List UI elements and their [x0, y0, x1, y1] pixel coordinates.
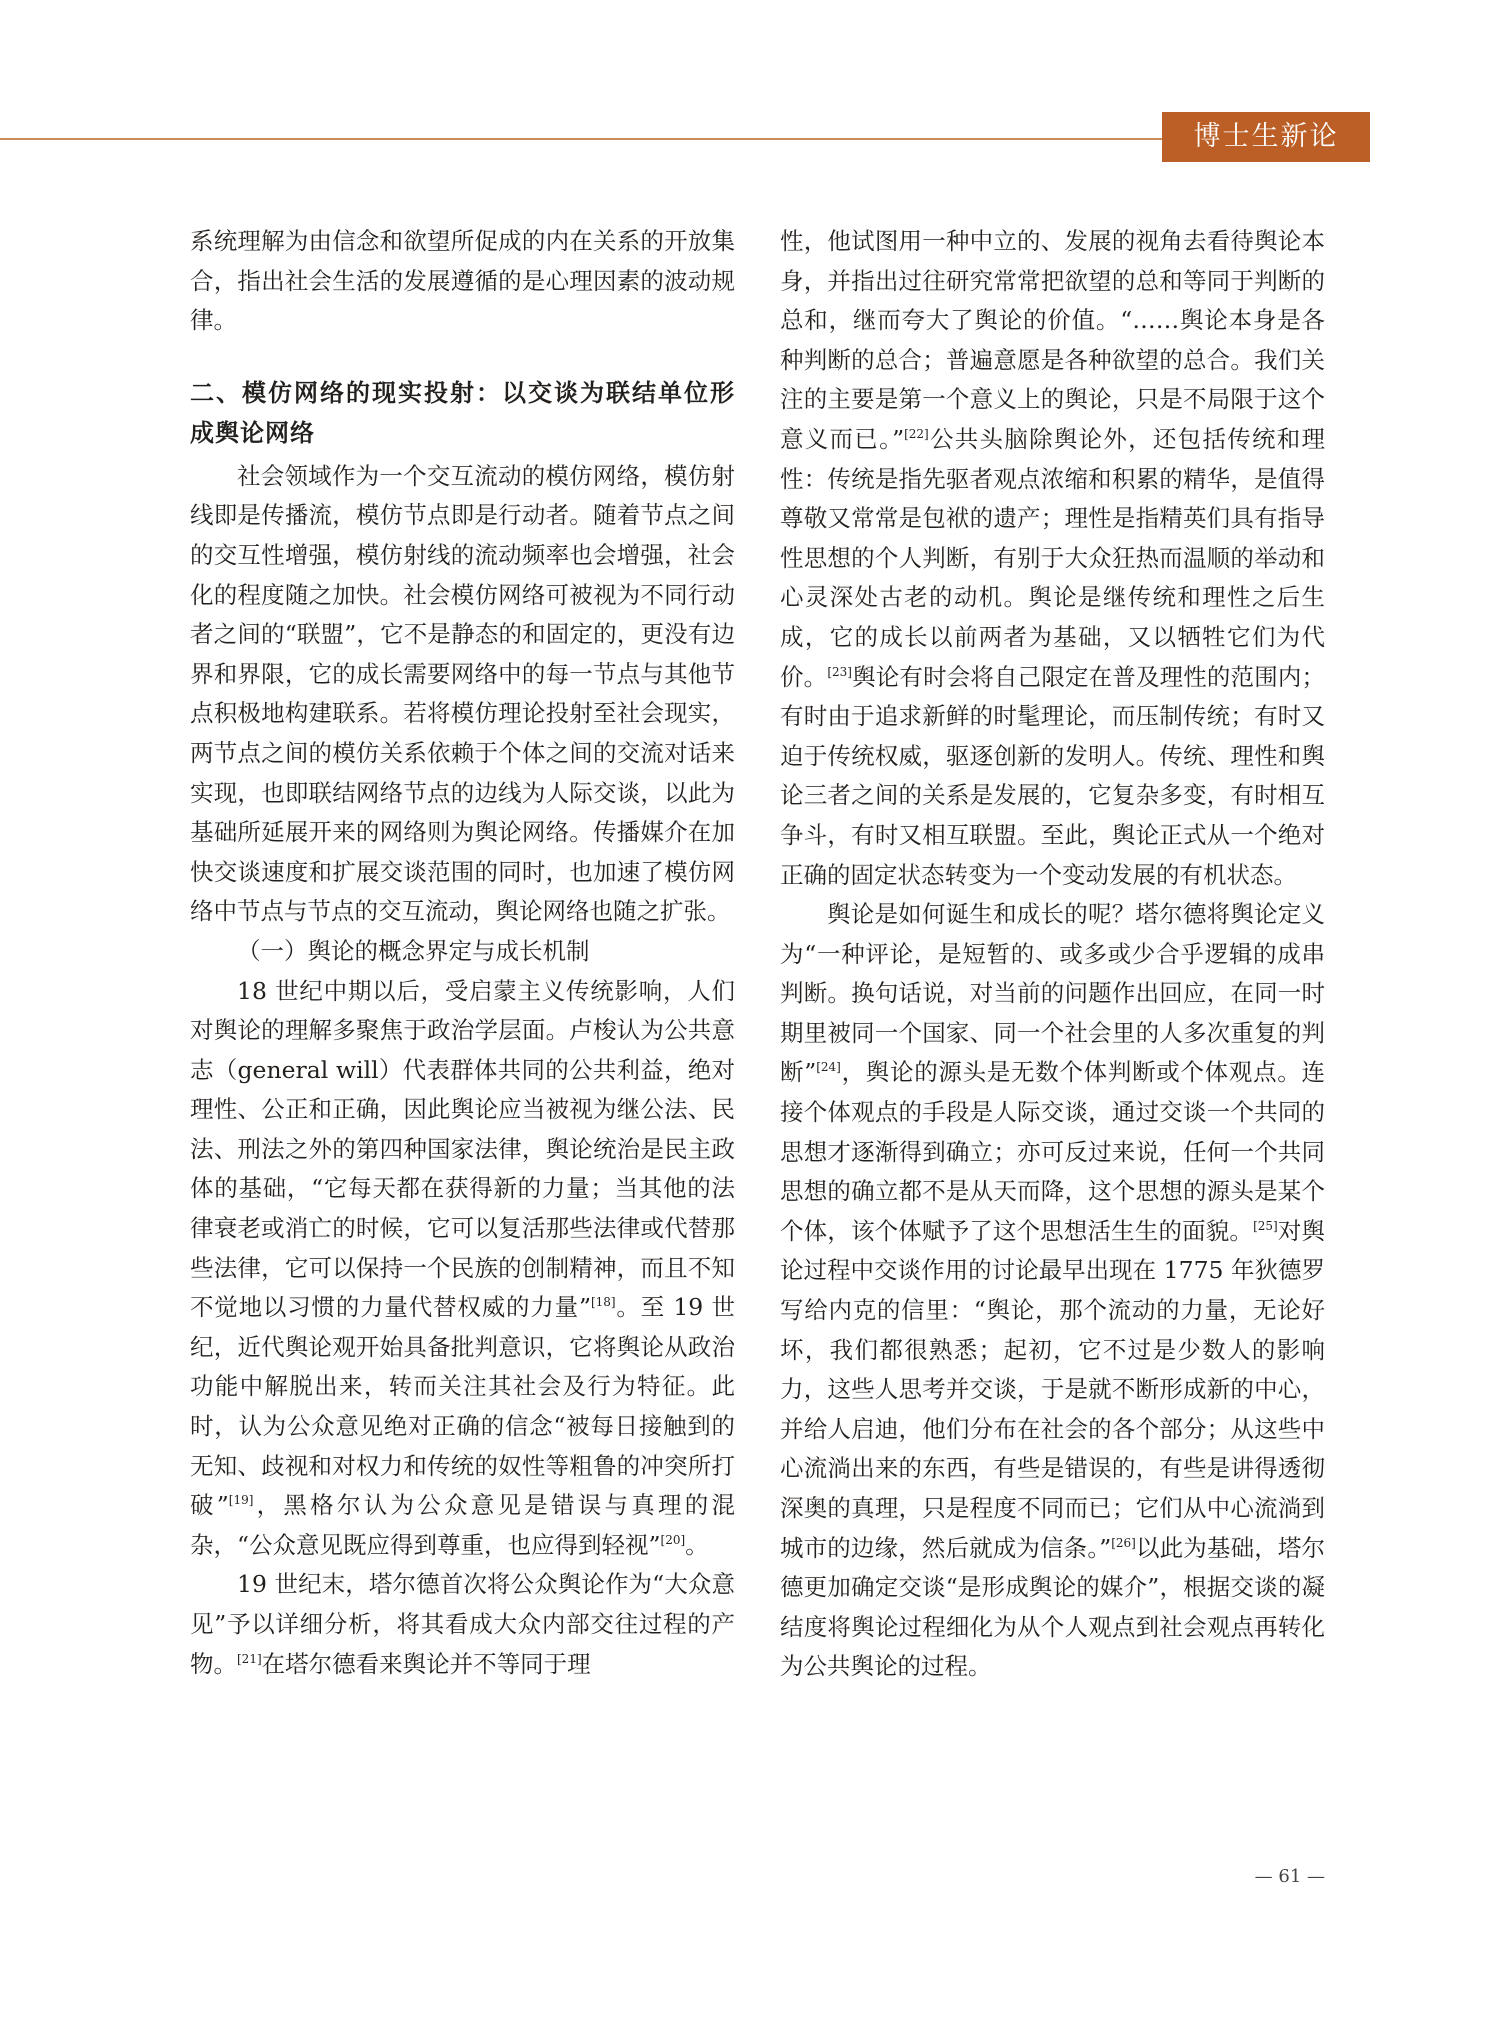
paragraph: [780, 222, 1325, 895]
paragraph-text: 以此为基础，塔尔德更加确定交谈“是形成舆论的媒介”，根据交谈的凝结度将舆论过程细化为从个人观点到社会观点再转化为公共舆论的过程。: [780, 1533, 1325, 1681]
subsection-heading: （一）舆论的概念界定与成长机制: [237, 936, 590, 965]
paragraph: [190, 1565, 735, 1684]
right-column: [780, 222, 1325, 1687]
header-rule: [0, 138, 1185, 140]
citation-ref: [25]: [1253, 1218, 1278, 1233]
citation-ref: [22]: [904, 426, 929, 441]
citation-ref: [20]: [660, 1532, 686, 1547]
citation-ref: [26]: [1111, 1535, 1136, 1550]
paragraph-text: ，黑格尔认为公众意见是错误与真理的混杂，“公众意见既应得到尊重，也应得到轻视”: [190, 1491, 736, 1559]
paragraph-text: 在塔尔德看来舆论并不等同于理: [261, 1649, 591, 1678]
page-number: — 61 —: [1254, 1866, 1325, 1887]
paragraph: 社会领域作为一个交互流动的模仿网络，模仿射线即是传播流，模仿节点即是行动者。随着节点之间的交互性增强，模仿射线的流动频率也会增强，社会化的程度随之加快。社会模仿网络可被视为不同行动者之间的“联盟”，它不是静态的和固定的，更没有边界和界限，它的成长需要网络中的每一节点与其他节点积极地构建联系。若将模仿理论投射至社会现实，两节点之间的模仿关系依赖于个体之间的交流对话来实现，也即联结网络节点的边线为人际交谈，以此为基础所延展开来的网络则为舆论网络。传播媒介在加快交谈速度和扩展交谈范围的同时，也加速了模仿网络中节点与节点的交互流动，舆论网络也随之扩张。: [190, 461, 735, 926]
citation-ref: [19]: [228, 1493, 254, 1508]
section-heading: 二、模仿网络的现实投射：以交谈为联结单位形成舆论网络: [190, 378, 735, 447]
paragraph-text: ，舆论的源头是无数个体判断或个体观点。连接个体观点的手段是人际交谈，通过交谈一个共同的思想才逐渐得到确立；亦可反过来说，任何一个共同思想的确立都不是从天而降，这个思想的源头是某个个体，该个体赋予了这个思想活生生的面貌。: [780, 1058, 1326, 1245]
left-column: [190, 222, 735, 1684]
citation-ref: [21]: [237, 1651, 262, 1666]
paragraph-text: 18 世纪中期以后，受启蒙主义传统影响，人们对舆论的理解多聚焦于政治学层面。卢梭认为公共意志（general will）代表群体共同的公共利益，绝对理性、公正和正确，因此舆论应当被视为继公法、民法、刑法之外的第四种国家法律，舆论统治是民主政体的基础，“它每天都在获得新的力量；当其他的法律衰老或消亡的时候，它可以复活那些法律或代替那些法律，它可以保持一个民族的创制精神，而且不知不觉地以习惯的力量代替权威的力量”: [190, 976, 735, 1322]
section-title: 博士生新论: [1193, 121, 1339, 152]
paragraph-text: 舆论有时会将自己限定在普及理性的范围内；有时由于追求新鲜的时髦理论，而压制传统；有时又迫于传统权威，驱逐创新的发明人。传统、理性和舆论三者之间的关系是发展的，它复杂多变，有时相互争斗，有时又相互联盟。至此，舆论正式从一个绝对正确的固定状态转变为一个变动发展的有机状态。: [780, 662, 1326, 889]
section-tab: [1162, 112, 1370, 162]
paragraph-text: 。至 19 世纪，近代舆论观开始具备批判意识，它将舆论从政治功能中解脱出来，转而关注其社会及行为特征。此时，认为公众意见绝对正确的信念“被每日接触到的无知、歧视和对权力和传统的奴性等粗鲁的冲突所打破”: [190, 1293, 735, 1520]
paragraph: [190, 972, 735, 1566]
paragraph-text: 19 世纪末，塔尔德首次将公众舆论作为“大众意见”予以详细分析，将其看成大众内部交往过程的产物。: [190, 1570, 735, 1678]
paragraph-text: 性，他试图用一种中立的、发展的视角去看待舆论本身，并指出过往研究常常把欲望的总和等同于判断的总和，继而夸大了舆论的价值。“……舆论本身是各种判断的总合；普遍意愿是各种欲望的总合。我们关注的主要是第一个意义上的舆论，只是不局限于这个意义而已。”: [780, 227, 1325, 453]
paragraph-text: 公共头脑除舆论外，还包括传统和理性：传统是指先驱者观点浓缩和积累的精华，是值得尊敬又常常是包袱的遗产；理性是指精英们具有指导性思想的个人判断，有别于大众狂热而温顺的举动和心灵深处古老的动机。舆论是继传统和理性之后生成，它的成长以前两者为基础，又以牺牲它们为代价。: [780, 424, 1326, 691]
paragraph-text: 对舆论过程中交谈作用的讨论最早出现在 1775 年狄德罗写给内克的信里：“舆论，那个流动的力量，无论好坏，我们都很熟悉；起初，它不过是少数人的影响力，这些人思考并交谈，于是就不断形成新的中心，并给人启迪，他们分布在社会的各个部分；从这些中心流淌出来的东西，有些是错误的，有些是讲得透彻深奥的真理，只是程度不同而已；它们从中心流淌到城市的边缘，然后就成为信条。”: [780, 1216, 1326, 1562]
citation-ref: [18]: [590, 1295, 616, 1310]
paragraph: 系统理解为由信念和欲望所促成的内在关系的开放集合，指出社会生活的发展遵循的是心理因素的波动规律。: [190, 227, 735, 335]
paragraph: [780, 895, 1325, 1687]
citation-ref: [24]: [816, 1060, 841, 1075]
paragraph-text: 。: [685, 1530, 709, 1559]
citation-ref: [23]: [827, 664, 852, 679]
paragraph-text: 舆论是如何诞生和成长的呢？塔尔德将舆论定义为“一种评论，是短暂的、或多或少合乎逻辑的成串判断。换句话说，对当前的问题作出回应，在同一时期里被同一个国家、同一个社会里的人多次重复的判断”: [780, 900, 1325, 1087]
